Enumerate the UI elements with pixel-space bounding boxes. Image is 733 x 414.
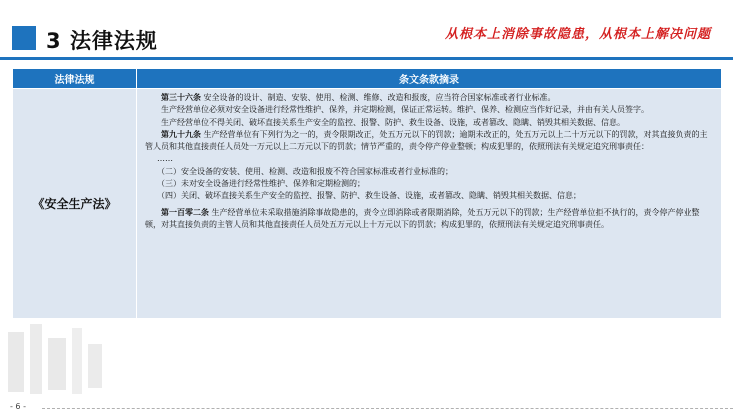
section-marker-square [12, 26, 36, 50]
section-title-text: 法律法规 [69, 29, 158, 53]
article-36-text: 安全设备的设计、制造、安装、使用、检测、维修、改造和报废，应当符合国家标准或者行业标准。 [203, 93, 556, 102]
article-36-paragraph-3: 生产经营单位不得关闭、破坏直接关系生产安全的监控、报警、防护、救生设备、设施，或者篡改、隐瞒、销毁其相关数据、信息。 [161, 117, 625, 127]
calligraphy-watermark-image [0, 318, 110, 404]
article-99 [145, 129, 713, 154]
clause-content [137, 89, 722, 319]
slogan: 从根本上消除事故隐患，从根本上解决问题 [444, 27, 711, 42]
article-99-text: 生产经营单位有下列行为之一的，责令限期改正，处五万元以下的罚款；逾期未改正的，处五万元以上二十万元以下的罚款，对其直接负责的主管人员和其他直接责任人员处一万元以上二万元以下的罚款；情节严重的，责令停产停业整顿；构成犯罪的，依照刑法有关规定追究刑事责任： [145, 129, 708, 152]
section-number: 3 [46, 29, 62, 53]
law-table [12, 68, 722, 319]
article-102-text: 生产经营单位未采取措施消除事故隐患的，责令立即消除或者限期消除，处五万元以下的罚款；生产经营单位拒不执行的，责令停产停业整顿，对其直接负责的主管人员和其他直接责任人员处五万元以上十万元以下的罚款；构成犯罪的，依照刑法有关规定追究刑事责任。 [145, 207, 700, 229]
article-102 [145, 207, 713, 232]
column-header-law: 法律法规 [13, 69, 137, 89]
list-item: （二）安全设备的安装、使用、检测、改造和报废不符合国家标准或者行业标准的； [157, 166, 453, 176]
article-99-label: 第九十九条 [161, 129, 201, 139]
page-number: - 6 - [10, 402, 26, 411]
section-title [46, 25, 158, 55]
article-36-label: 第三十六条 [161, 93, 201, 102]
omission-ellipsis: …… [157, 154, 173, 164]
list-item: （四）关闭、破坏直接关系生产安全的监控、报警、防护、救生设备、设施，或者篡改、隐瞒、销毁其相关数据、信息； [157, 191, 581, 201]
footer-divider [42, 408, 733, 409]
article-36 [145, 92, 713, 104]
title-underline [0, 57, 733, 60]
list-item: （三）未对安全设备进行经常性维护、保养和定期检测的； [157, 179, 365, 189]
article-102-label: 第一百零二条 [161, 207, 209, 217]
table-header-row [13, 69, 722, 89]
article-36-paragraph-2: 生产经营单位必须对安全设备进行经常性维护、保养，并定期检测，保证正常运转。维护、保养、检测应当作好记录，并由有关人员签字。 [161, 105, 649, 115]
table-row [13, 89, 722, 319]
column-header-clause: 条文条款摘录 [137, 69, 722, 89]
title-bar [0, 20, 733, 56]
law-name: 《安全生产法》 [13, 89, 137, 319]
